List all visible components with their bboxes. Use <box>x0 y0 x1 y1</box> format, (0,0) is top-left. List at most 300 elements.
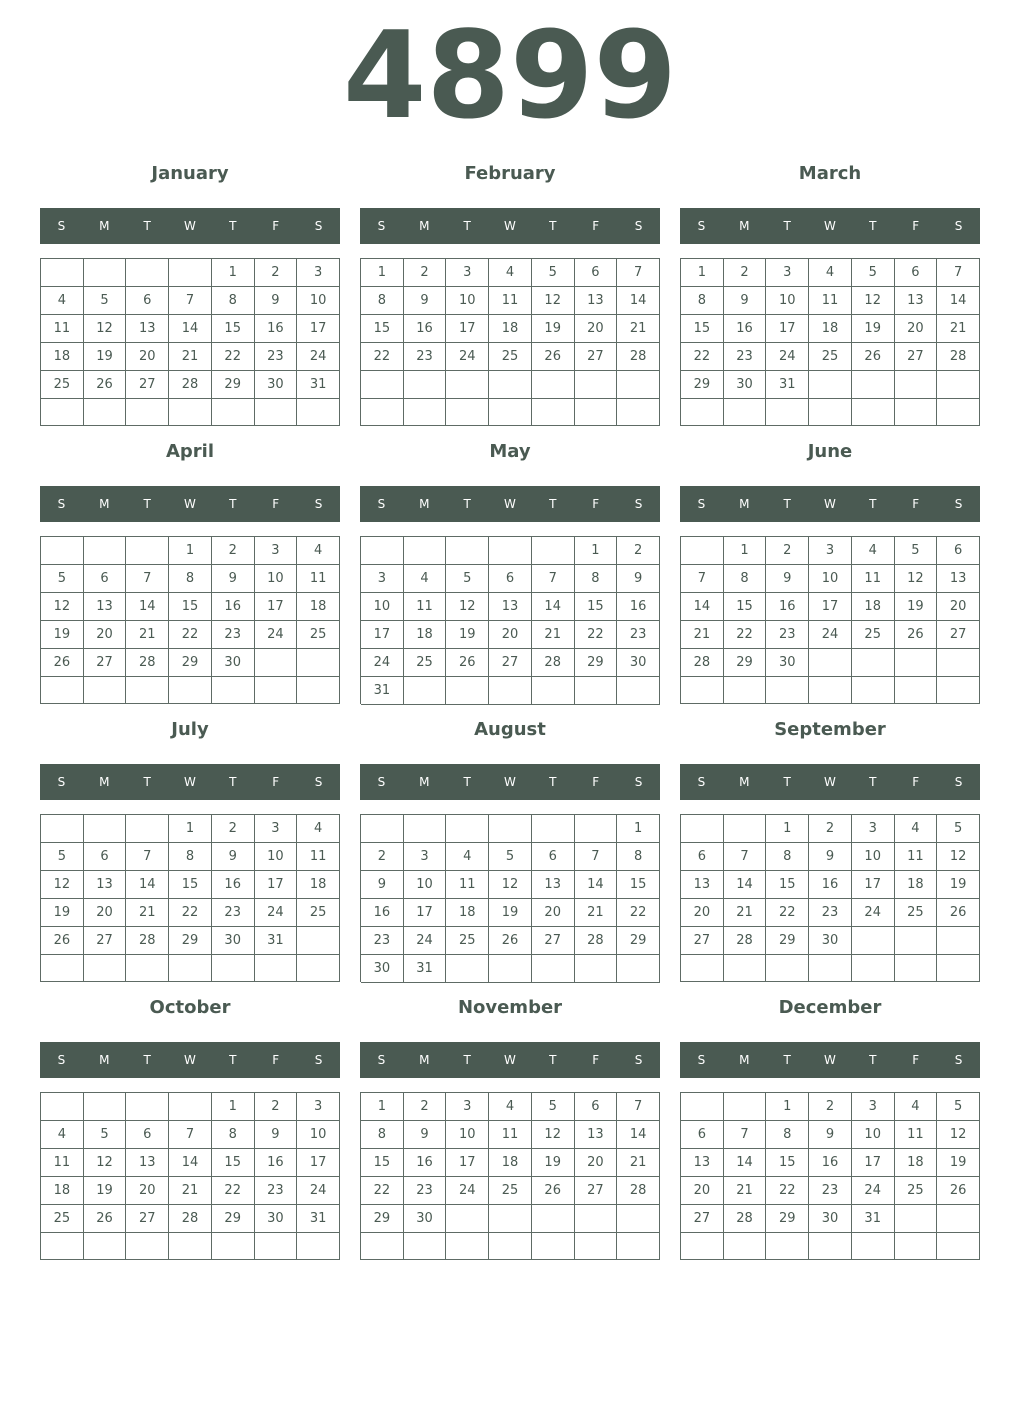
day-cell <box>766 1233 809 1260</box>
day-cell: 31 <box>766 371 809 399</box>
day-cell <box>532 537 575 565</box>
day-cell: 10 <box>852 1121 895 1149</box>
day-cell: 31 <box>297 1205 340 1233</box>
day-cell: 15 <box>575 593 618 621</box>
day-cell: 6 <box>937 537 980 565</box>
day-cell: 18 <box>895 871 938 899</box>
day-cell: 5 <box>852 259 895 287</box>
weekday-label: M <box>739 497 750 511</box>
day-cell: 21 <box>724 1177 767 1205</box>
day-cell <box>575 955 618 983</box>
day-cell: 15 <box>361 315 404 343</box>
weekday-label: T <box>783 775 791 789</box>
day-cell: 22 <box>766 1177 809 1205</box>
day-cell: 27 <box>532 927 575 955</box>
day-cell: 5 <box>41 565 84 593</box>
weekday-label: S <box>634 1053 643 1067</box>
weekday-label: W <box>824 497 836 511</box>
day-cell: 1 <box>361 1093 404 1121</box>
weekday-label: M <box>739 1053 750 1067</box>
weekday-label: T <box>143 1053 151 1067</box>
day-cell: 15 <box>724 593 767 621</box>
day-cell: 17 <box>809 593 852 621</box>
day-cell <box>575 371 618 399</box>
day-cell <box>852 371 895 399</box>
day-cell: 12 <box>852 287 895 315</box>
day-cell: 17 <box>446 1149 489 1177</box>
day-cell: 8 <box>724 565 767 593</box>
weekday-label: F <box>592 1053 600 1067</box>
day-cell: 6 <box>489 565 532 593</box>
day-cell: 13 <box>681 871 724 899</box>
weekday-label: S <box>57 775 66 789</box>
day-cell: 14 <box>681 593 724 621</box>
day-cell: 23 <box>255 1177 298 1205</box>
day-cell: 27 <box>895 343 938 371</box>
day-cell: 25 <box>41 1205 84 1233</box>
day-cell: 21 <box>169 343 212 371</box>
day-cell: 2 <box>212 815 255 843</box>
day-cell: 18 <box>404 621 447 649</box>
day-cell: 4 <box>41 1121 84 1149</box>
day-cell: 24 <box>255 621 298 649</box>
day-grid <box>360 1092 660 1260</box>
weekday-label: T <box>783 1053 791 1067</box>
day-cell <box>852 677 895 704</box>
day-cell: 22 <box>724 621 767 649</box>
day-cell <box>41 259 84 287</box>
day-cell: 28 <box>617 343 660 371</box>
day-cell: 2 <box>809 1093 852 1121</box>
day-cell: 13 <box>937 565 980 593</box>
day-cell: 24 <box>809 621 852 649</box>
day-cell: 19 <box>446 621 489 649</box>
day-cell: 11 <box>489 287 532 315</box>
day-cell: 16 <box>212 871 255 899</box>
day-cell: 1 <box>212 1093 255 1121</box>
day-cell: 11 <box>809 287 852 315</box>
weekday-header <box>360 486 660 522</box>
day-cell: 25 <box>809 343 852 371</box>
day-cell <box>41 1093 84 1121</box>
month-name: October <box>149 997 231 1018</box>
day-cell: 2 <box>361 843 404 871</box>
day-grid <box>680 536 980 704</box>
weekday-label: S <box>314 497 323 511</box>
day-cell: 19 <box>937 1149 980 1177</box>
day-cell: 11 <box>297 565 340 593</box>
day-cell: 5 <box>937 815 980 843</box>
day-cell <box>297 927 340 955</box>
day-cell: 4 <box>489 259 532 287</box>
weekday-label: T <box>463 219 471 233</box>
day-cell <box>126 955 169 982</box>
day-cell: 6 <box>84 565 127 593</box>
day-cell: 2 <box>255 259 298 287</box>
day-cell: 5 <box>489 843 532 871</box>
day-cell <box>126 1093 169 1121</box>
day-cell <box>212 677 255 704</box>
day-cell: 9 <box>255 1121 298 1149</box>
day-cell: 5 <box>895 537 938 565</box>
day-cell <box>84 537 127 565</box>
day-cell: 27 <box>126 371 169 399</box>
day-cell: 12 <box>895 565 938 593</box>
day-cell <box>852 927 895 955</box>
day-cell: 9 <box>766 565 809 593</box>
weekday-label: T <box>143 219 151 233</box>
day-cell <box>937 399 980 426</box>
day-cell <box>489 677 532 705</box>
day-cell: 26 <box>41 927 84 955</box>
day-cell: 8 <box>212 287 255 315</box>
weekday-label: W <box>184 1053 196 1067</box>
day-cell: 1 <box>169 537 212 565</box>
day-cell <box>446 1205 489 1233</box>
day-cell: 2 <box>766 537 809 565</box>
weekday-label: T <box>229 497 237 511</box>
weekday-label: F <box>912 1053 920 1067</box>
day-cell: 12 <box>937 843 980 871</box>
day-cell: 14 <box>169 315 212 343</box>
day-cell: 20 <box>84 899 127 927</box>
day-cell: 28 <box>575 927 618 955</box>
weekday-label: T <box>549 497 557 511</box>
day-cell: 25 <box>895 899 938 927</box>
day-cell: 5 <box>532 1093 575 1121</box>
day-cell: 16 <box>617 593 660 621</box>
day-cell <box>446 1233 489 1260</box>
day-cell: 3 <box>255 537 298 565</box>
day-cell: 21 <box>937 315 980 343</box>
weekday-header <box>680 486 980 522</box>
day-cell: 30 <box>255 371 298 399</box>
weekday-label: S <box>57 1053 66 1067</box>
day-cell: 3 <box>852 1093 895 1121</box>
day-cell: 2 <box>255 1093 298 1121</box>
day-cell: 6 <box>575 1093 618 1121</box>
day-cell: 31 <box>361 677 404 705</box>
day-cell: 23 <box>617 621 660 649</box>
day-cell: 8 <box>169 565 212 593</box>
day-cell: 22 <box>361 1177 404 1205</box>
day-cell: 16 <box>404 315 447 343</box>
day-cell <box>809 399 852 426</box>
day-cell: 23 <box>809 1177 852 1205</box>
day-cell: 14 <box>169 1149 212 1177</box>
day-cell: 2 <box>212 537 255 565</box>
day-cell: 25 <box>404 649 447 677</box>
day-cell: 16 <box>809 1149 852 1177</box>
day-cell <box>212 399 255 426</box>
month-name: June <box>807 441 853 462</box>
day-cell: 6 <box>575 259 618 287</box>
day-cell <box>255 677 298 704</box>
day-cell <box>532 1233 575 1260</box>
weekday-label: T <box>143 775 151 789</box>
day-cell <box>84 399 127 426</box>
day-cell: 27 <box>575 1177 618 1205</box>
weekday-header <box>680 1042 980 1078</box>
day-cell: 9 <box>404 287 447 315</box>
day-cell <box>126 1233 169 1260</box>
day-cell: 5 <box>937 1093 980 1121</box>
day-cell: 22 <box>681 343 724 371</box>
day-cell <box>617 677 660 705</box>
day-cell <box>361 371 404 399</box>
day-cell <box>724 399 767 426</box>
day-cell: 11 <box>489 1121 532 1149</box>
day-cell: 19 <box>41 621 84 649</box>
day-cell: 25 <box>852 621 895 649</box>
day-cell: 26 <box>532 343 575 371</box>
day-cell: 17 <box>255 871 298 899</box>
day-cell: 8 <box>766 1121 809 1149</box>
day-cell: 16 <box>255 1149 298 1177</box>
weekday-label: W <box>824 1053 836 1067</box>
day-cell: 26 <box>937 1177 980 1205</box>
day-cell: 10 <box>852 843 895 871</box>
day-cell: 9 <box>404 1121 447 1149</box>
weekday-label: S <box>377 219 386 233</box>
day-cell: 29 <box>766 927 809 955</box>
day-cell: 10 <box>446 287 489 315</box>
day-cell <box>489 1233 532 1260</box>
day-cell: 20 <box>532 899 575 927</box>
day-cell <box>126 399 169 426</box>
day-cell: 15 <box>212 315 255 343</box>
day-cell: 24 <box>852 1177 895 1205</box>
day-cell: 17 <box>255 593 298 621</box>
weekday-label: T <box>549 1053 557 1067</box>
day-cell: 7 <box>126 843 169 871</box>
day-cell: 6 <box>681 1121 724 1149</box>
day-cell: 19 <box>852 315 895 343</box>
day-cell <box>84 259 127 287</box>
day-cell: 4 <box>297 537 340 565</box>
weekday-label: W <box>504 497 516 511</box>
day-cell <box>404 371 447 399</box>
day-cell: 15 <box>681 315 724 343</box>
day-grid <box>40 814 340 982</box>
day-cell: 21 <box>681 621 724 649</box>
day-grid <box>40 1092 340 1260</box>
day-cell <box>404 815 447 843</box>
day-cell: 22 <box>575 621 618 649</box>
day-cell: 28 <box>681 649 724 677</box>
day-cell: 9 <box>617 565 660 593</box>
day-cell: 13 <box>532 871 575 899</box>
day-cell: 28 <box>724 927 767 955</box>
day-cell <box>489 955 532 983</box>
day-cell <box>895 1205 938 1233</box>
day-cell <box>809 649 852 677</box>
day-cell: 16 <box>361 899 404 927</box>
day-cell: 28 <box>617 1177 660 1205</box>
weekday-label: F <box>912 775 920 789</box>
day-cell <box>489 537 532 565</box>
weekday-label: S <box>697 1053 706 1067</box>
day-cell: 19 <box>532 1149 575 1177</box>
weekday-label: T <box>869 1053 877 1067</box>
day-cell <box>724 677 767 704</box>
weekday-label: F <box>912 497 920 511</box>
day-cell: 20 <box>126 1177 169 1205</box>
day-cell: 21 <box>575 899 618 927</box>
day-cell <box>169 1093 212 1121</box>
weekday-label: T <box>783 497 791 511</box>
day-cell: 15 <box>212 1149 255 1177</box>
weekday-label: S <box>57 497 66 511</box>
day-cell: 4 <box>809 259 852 287</box>
day-cell <box>255 649 298 677</box>
day-cell: 21 <box>617 315 660 343</box>
day-cell <box>681 815 724 843</box>
day-cell: 10 <box>446 1121 489 1149</box>
day-cell <box>361 815 404 843</box>
day-cell: 14 <box>617 287 660 315</box>
day-cell: 29 <box>617 927 660 955</box>
month-name: November <box>457 997 563 1018</box>
day-cell: 9 <box>212 565 255 593</box>
day-cell <box>575 815 618 843</box>
day-cell: 3 <box>361 565 404 593</box>
weekday-label: W <box>504 219 516 233</box>
weekday-header <box>360 764 660 800</box>
day-cell: 18 <box>41 1177 84 1205</box>
day-cell: 1 <box>766 815 809 843</box>
day-cell: 27 <box>937 621 980 649</box>
day-cell: 14 <box>724 871 767 899</box>
day-cell <box>404 399 447 427</box>
weekday-label: S <box>697 775 706 789</box>
day-cell <box>126 815 169 843</box>
weekday-label: F <box>592 497 600 511</box>
day-cell: 9 <box>255 287 298 315</box>
year-title: 4899 <box>343 7 677 146</box>
day-cell: 14 <box>937 287 980 315</box>
day-cell: 14 <box>575 871 618 899</box>
weekday-label: W <box>184 775 196 789</box>
day-cell: 10 <box>297 1121 340 1149</box>
weekday-label: S <box>314 775 323 789</box>
day-cell: 15 <box>169 593 212 621</box>
day-cell <box>532 815 575 843</box>
day-cell: 11 <box>895 1121 938 1149</box>
day-cell: 3 <box>404 843 447 871</box>
day-cell: 11 <box>41 1149 84 1177</box>
day-cell: 18 <box>852 593 895 621</box>
day-cell: 16 <box>809 871 852 899</box>
weekday-label: M <box>739 219 750 233</box>
day-cell <box>41 1233 84 1260</box>
day-cell: 28 <box>169 1205 212 1233</box>
day-cell: 17 <box>852 1149 895 1177</box>
day-cell <box>532 955 575 983</box>
weekday-label: S <box>377 1053 386 1067</box>
day-cell <box>404 1233 447 1260</box>
day-cell <box>361 1233 404 1260</box>
day-cell <box>895 927 938 955</box>
day-cell <box>532 677 575 705</box>
day-cell <box>84 1093 127 1121</box>
weekday-label: S <box>697 219 706 233</box>
day-grid <box>680 814 980 982</box>
day-cell: 18 <box>41 343 84 371</box>
day-cell <box>895 1233 938 1260</box>
day-cell: 17 <box>852 871 895 899</box>
weekday-label: M <box>419 1053 430 1067</box>
weekday-label: S <box>954 1053 963 1067</box>
weekday-header <box>360 208 660 244</box>
day-cell <box>169 399 212 426</box>
day-cell: 6 <box>532 843 575 871</box>
day-cell: 27 <box>84 649 127 677</box>
day-cell: 28 <box>532 649 575 677</box>
day-cell <box>724 1233 767 1260</box>
day-cell <box>84 677 127 704</box>
day-cell <box>617 1233 660 1260</box>
day-cell: 25 <box>41 371 84 399</box>
weekday-header <box>680 764 980 800</box>
day-cell <box>895 677 938 704</box>
day-cell: 21 <box>126 899 169 927</box>
day-cell <box>41 537 84 565</box>
day-cell: 22 <box>212 1177 255 1205</box>
day-cell: 5 <box>41 843 84 871</box>
day-cell: 3 <box>809 537 852 565</box>
day-cell: 14 <box>126 871 169 899</box>
day-cell <box>937 371 980 399</box>
day-grid <box>40 536 340 704</box>
day-cell: 15 <box>361 1149 404 1177</box>
day-cell: 1 <box>617 815 660 843</box>
day-cell <box>255 955 298 982</box>
day-cell: 8 <box>361 1121 404 1149</box>
day-cell: 7 <box>937 259 980 287</box>
day-cell: 15 <box>766 1149 809 1177</box>
day-cell: 12 <box>446 593 489 621</box>
weekday-label: F <box>592 775 600 789</box>
day-cell: 13 <box>895 287 938 315</box>
day-cell <box>937 927 980 955</box>
day-cell <box>41 955 84 982</box>
day-cell <box>84 955 127 982</box>
day-cell: 9 <box>809 843 852 871</box>
day-cell <box>297 677 340 704</box>
day-cell: 13 <box>84 593 127 621</box>
day-cell: 16 <box>255 315 298 343</box>
day-cell: 25 <box>489 343 532 371</box>
day-cell: 11 <box>404 593 447 621</box>
day-cell: 20 <box>681 1177 724 1205</box>
day-cell <box>126 537 169 565</box>
day-cell: 29 <box>169 927 212 955</box>
day-cell <box>489 815 532 843</box>
day-cell: 16 <box>212 593 255 621</box>
day-cell: 25 <box>297 899 340 927</box>
day-cell <box>41 399 84 426</box>
day-cell <box>126 259 169 287</box>
day-cell <box>766 399 809 426</box>
day-cell <box>297 649 340 677</box>
day-cell: 30 <box>809 927 852 955</box>
weekday-label: W <box>184 497 196 511</box>
day-cell <box>532 1205 575 1233</box>
day-cell: 10 <box>766 287 809 315</box>
day-cell: 21 <box>724 899 767 927</box>
day-cell: 4 <box>404 565 447 593</box>
